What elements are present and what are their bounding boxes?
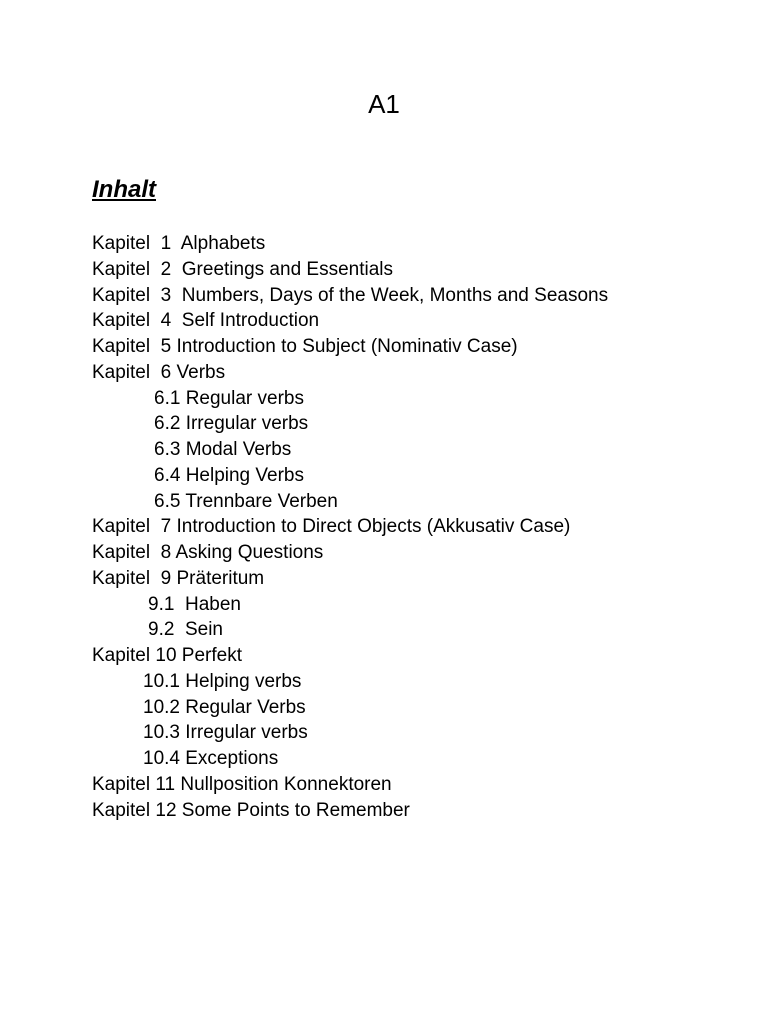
toc-chapter-7: Kapitel 7 Introduction to Direct Objects (Akkusativ Case) (92, 516, 571, 538)
toc-chapter-1: Kapitel 1 Alphabets (92, 233, 266, 254)
toc-section-6-5: 6.5 Trennbare Verben (154, 490, 338, 512)
toc-section-6-2: 6.2 Irregular verbs (154, 413, 309, 435)
toc-chapter-3: Kapitel 3 Numbers, Days of the Week, Months and Seasons (92, 284, 609, 306)
toc-chapter-10: Kapitel 10 Perfekt (92, 645, 242, 666)
toc-chapter-11: Kapitel 11 Nullposition Konnektoren (92, 773, 392, 795)
document-title: A1 (368, 89, 400, 119)
toc-section-6-4: 6.4 Helping Verbs (154, 464, 304, 486)
toc-chapter-5: Kapitel 5 Introduction to Subject (Nominativ Case) (92, 336, 518, 357)
toc-section-10-4: 10.4 Exceptions (143, 748, 279, 769)
toc-heading: Inhalt (92, 176, 156, 203)
toc-chapter-6: Kapitel 6 Verbs (92, 361, 226, 383)
table-of-contents (92, 231, 608, 823)
toc-chapter-9: Kapitel 9 Präteritum (92, 567, 265, 589)
toc-section-6-1: 6.1 Regular verbs (154, 387, 304, 409)
toc-section-10-3: 10.3 Irregular verbs (143, 722, 308, 744)
toc-chapter-4: Kapitel 4 Self Introduction (92, 310, 320, 332)
toc-section-9-1: 9.1 Haben (148, 593, 241, 615)
toc-section-10-1: 10.1 Helping verbs (143, 670, 302, 692)
toc-section-6-3: 6.3 Modal Verbs (154, 439, 292, 460)
toc-chapter-12: Kapitel 12 Some Points to Remember (92, 799, 410, 821)
toc-chapter-2: Kapitel 2 Greetings and Essentials (92, 258, 394, 280)
toc-section-10-2: 10.2 Regular Verbs (143, 696, 306, 718)
toc-section-9-2: 9.2 Sein (148, 619, 223, 641)
toc-chapter-8: Kapitel 8 Asking Questions (92, 542, 324, 563)
